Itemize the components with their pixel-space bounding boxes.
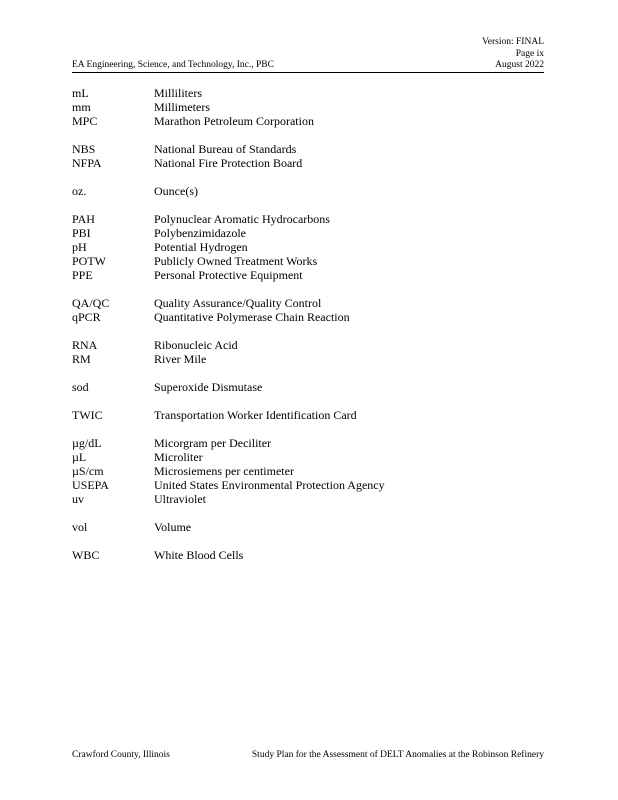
acronym-abbreviation: µL (72, 450, 87, 464)
acronym-row (72, 268, 544, 282)
acronym-definition: Marathon Petroleum Corporation (154, 114, 314, 128)
acronym-abbreviation: NBS (72, 142, 96, 156)
acronym-row (72, 156, 544, 170)
acronym-row (72, 100, 544, 114)
page-number: Page ix (515, 48, 544, 59)
acronym-definition: Superoxide Dismutase (154, 380, 263, 394)
acronym-definition: Ounce(s) (154, 184, 198, 198)
acronym-row (72, 310, 544, 324)
acronym-row (72, 408, 544, 422)
acronym-row (72, 450, 544, 464)
acronym-abbreviation: mL (72, 86, 89, 100)
company-name: EA Engineering, Science, and Technology, Inc., PBC (72, 60, 274, 70)
version-label: Version: FINAL (481, 37, 544, 47)
acronym-abbreviation: pH (72, 240, 87, 254)
acronym-row (72, 520, 544, 534)
acronym-definition: Polybenzimidazole (154, 226, 246, 240)
acronym-definition: Quality Assurance/Quality Control (154, 296, 322, 310)
acronym-abbreviation: µg/dL (72, 436, 102, 450)
acronym-row (72, 184, 544, 198)
acronym-row (72, 338, 544, 352)
acronym-abbreviation: µS/cm (72, 464, 104, 478)
acronym-row (72, 352, 544, 366)
acronym-group (72, 338, 544, 366)
acronym-definition: Transportation Worker Identification Card (154, 408, 357, 422)
acronym-group (72, 380, 544, 394)
acronym-group (72, 548, 544, 562)
acronym-definition: Volume (154, 520, 192, 534)
acronym-group (72, 520, 544, 534)
acronym-abbreviation: POTW (72, 254, 106, 268)
acronym-abbreviation: RM (72, 352, 91, 366)
acronym-definition: Publicly Owned Treatment Works (154, 254, 318, 268)
acronym-abbreviation: mm (72, 100, 91, 114)
acronym-definition: Millimeters (154, 100, 210, 114)
acronym-definition: Microliter (154, 450, 203, 464)
acronym-row (72, 548, 544, 562)
acronym-group (72, 86, 544, 128)
acronym-definition: Ribonucleic Acid (154, 338, 238, 352)
acronym-abbreviation: NFPA (72, 156, 102, 170)
acronym-group (72, 142, 544, 170)
acronym-definition: Polynuclear Aromatic Hydrocarbons (154, 212, 330, 226)
acronym-abbreviation: PPE (72, 268, 93, 282)
document-date: August 2022 (495, 60, 544, 70)
acronym-abbreviation: uv (72, 492, 84, 506)
acronym-row (72, 240, 544, 254)
acronym-list (72, 86, 544, 576)
acronym-definition: Microsiemens per centimeter (154, 464, 294, 478)
footer-location: Crawford County, Illinois (72, 750, 170, 760)
acronym-row (72, 492, 544, 506)
acronym-definition: Quantitative Polymerase Chain Reaction (154, 310, 350, 324)
acronym-definition: Potential Hydrogen (154, 240, 248, 254)
acronym-definition: Ultraviolet (154, 492, 206, 506)
acronym-group (72, 296, 544, 324)
acronym-definition: Micorgram per Deciliter (154, 436, 272, 450)
acronym-abbreviation: QA/QC (72, 296, 110, 310)
acronym-abbreviation: USEPA (72, 478, 109, 492)
acronym-row (72, 114, 544, 128)
acronym-definition: National Bureau of Standards (154, 142, 297, 156)
acronym-definition: River Mile (154, 352, 207, 366)
acronym-group (72, 408, 544, 422)
acronym-definition: White Blood Cells (154, 548, 244, 562)
page-header-meta (482, 37, 544, 72)
acronym-abbreviation: MPC (72, 114, 98, 128)
acronym-row (72, 380, 544, 394)
acronym-abbreviation: vol (72, 520, 88, 534)
acronym-row (72, 464, 544, 478)
acronym-row (72, 478, 544, 492)
acronym-group (72, 184, 544, 198)
header-divider (72, 72, 544, 73)
acronym-abbreviation: sod (72, 380, 89, 394)
acronym-row (72, 296, 544, 310)
acronym-abbreviation: TWIC (72, 408, 103, 422)
acronym-row (72, 86, 544, 100)
acronym-row (72, 254, 544, 268)
acronym-abbreviation: oz. (72, 184, 87, 198)
acronym-row (72, 142, 544, 156)
acronym-abbreviation: WBC (72, 548, 100, 562)
acronym-definition: Personal Protective Equipment (154, 268, 303, 282)
acronym-abbreviation: RNA (72, 338, 98, 352)
acronym-abbreviation: qPCR (72, 310, 101, 324)
acronym-row (72, 436, 544, 450)
acronym-abbreviation: PBI (72, 226, 91, 240)
acronym-definition: Milliliters (154, 86, 202, 100)
acronym-definition: United States Environmental Protection Agency (154, 478, 385, 492)
footer-document-title: Study Plan for the Assessment of DELT Anomalies at the Robinson Refinery (251, 750, 544, 760)
acronym-group (72, 436, 544, 506)
acronym-definition: National Fire Protection Board (154, 156, 303, 170)
acronym-row (72, 212, 544, 226)
acronym-group (72, 212, 544, 282)
acronym-abbreviation: PAH (72, 212, 95, 226)
acronym-row (72, 226, 544, 240)
